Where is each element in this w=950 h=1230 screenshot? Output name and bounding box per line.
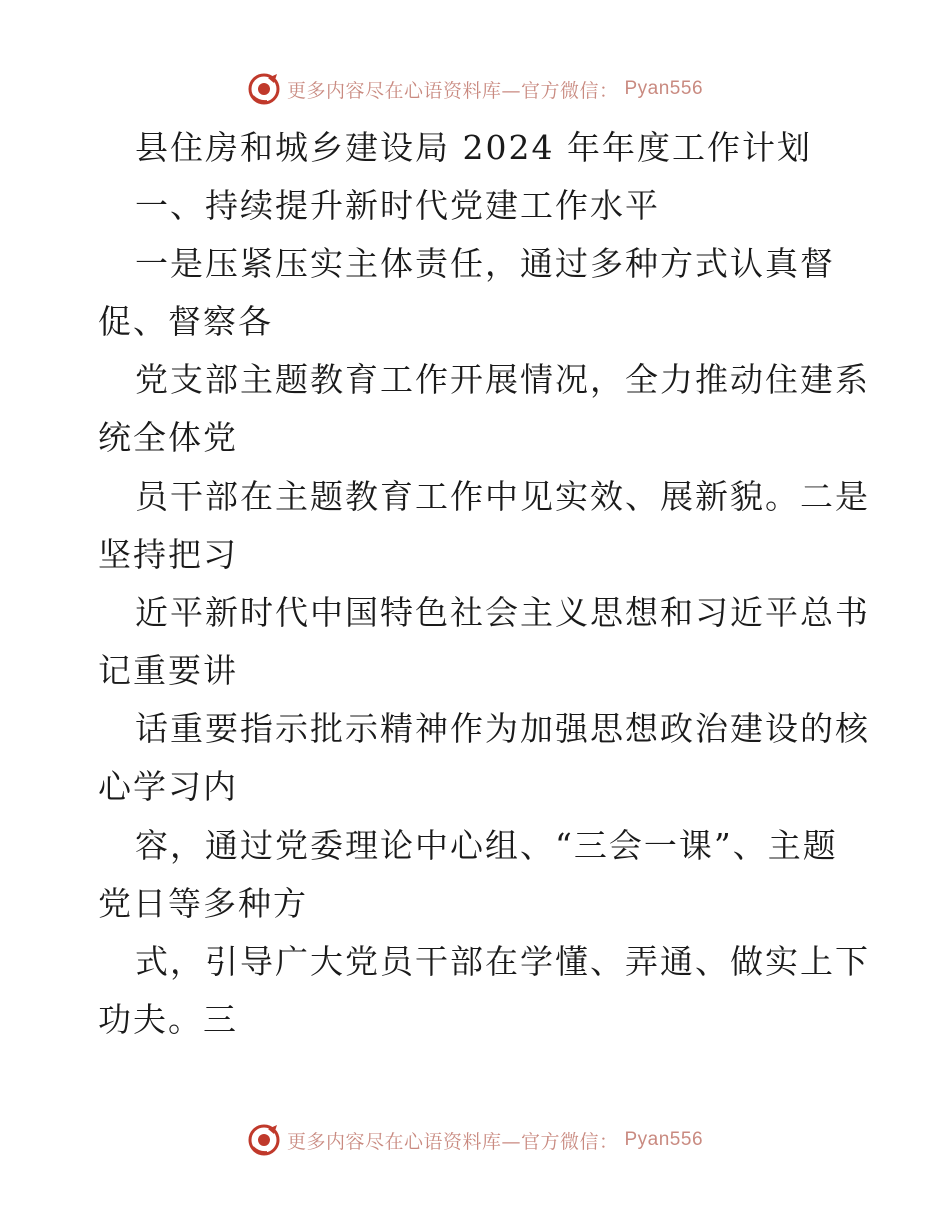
paragraph-line: 话重要指示批示精神作为加强思想政治建设的核 xyxy=(135,709,870,748)
paragraph-line: 心学习内 xyxy=(98,767,238,806)
paragraph-line: 统全体党 xyxy=(98,418,238,457)
brand-logo-icon xyxy=(247,72,281,106)
paragraph-line: 坚持把习 xyxy=(98,535,238,574)
paragraph-line: 一是压紧压实主体责任，通过多种方式认真督 xyxy=(135,244,835,283)
watermark-text: 更多内容尽在心语资料库—官方微信： xyxy=(286,1130,619,1153)
header-watermark xyxy=(0,72,950,106)
document-title: 县住房和城乡建设局 2024 年年度工作计划 xyxy=(135,128,812,167)
footer-watermark xyxy=(0,1123,950,1157)
section-heading: 一、持续提升新时代党建工作水平 xyxy=(135,186,660,225)
brand-logo-icon xyxy=(247,1123,281,1157)
paragraph-line: 促、督察各 xyxy=(98,302,273,341)
paragraph-line: 员干部在主题教育工作中见实效、展新貌。二是 xyxy=(135,477,870,516)
paragraph-line: 记重要讲 xyxy=(98,651,238,690)
paragraph-line: 容，通过党委理论中心组、“三会一课”、主题 xyxy=(135,826,838,865)
watermark-text: 更多内容尽在心语资料库—官方微信： xyxy=(286,79,619,102)
paragraph-line: 党支部主题教育工作开展情况，全力推动住建系 xyxy=(135,360,870,399)
paragraph-line: 党日等多种方 xyxy=(98,884,308,923)
paragraph-line: 功夫。三 xyxy=(98,1000,238,1039)
watermark-wechat-id: Pyan556 xyxy=(624,1129,704,1150)
watermark-wechat-id: Pyan556 xyxy=(624,78,704,99)
paragraph-line: 近平新时代中国特色社会主义思想和习近平总书 xyxy=(135,593,870,632)
paragraph-line: 式，引导广大党员干部在学懂、弄通、做实上下 xyxy=(135,942,870,981)
